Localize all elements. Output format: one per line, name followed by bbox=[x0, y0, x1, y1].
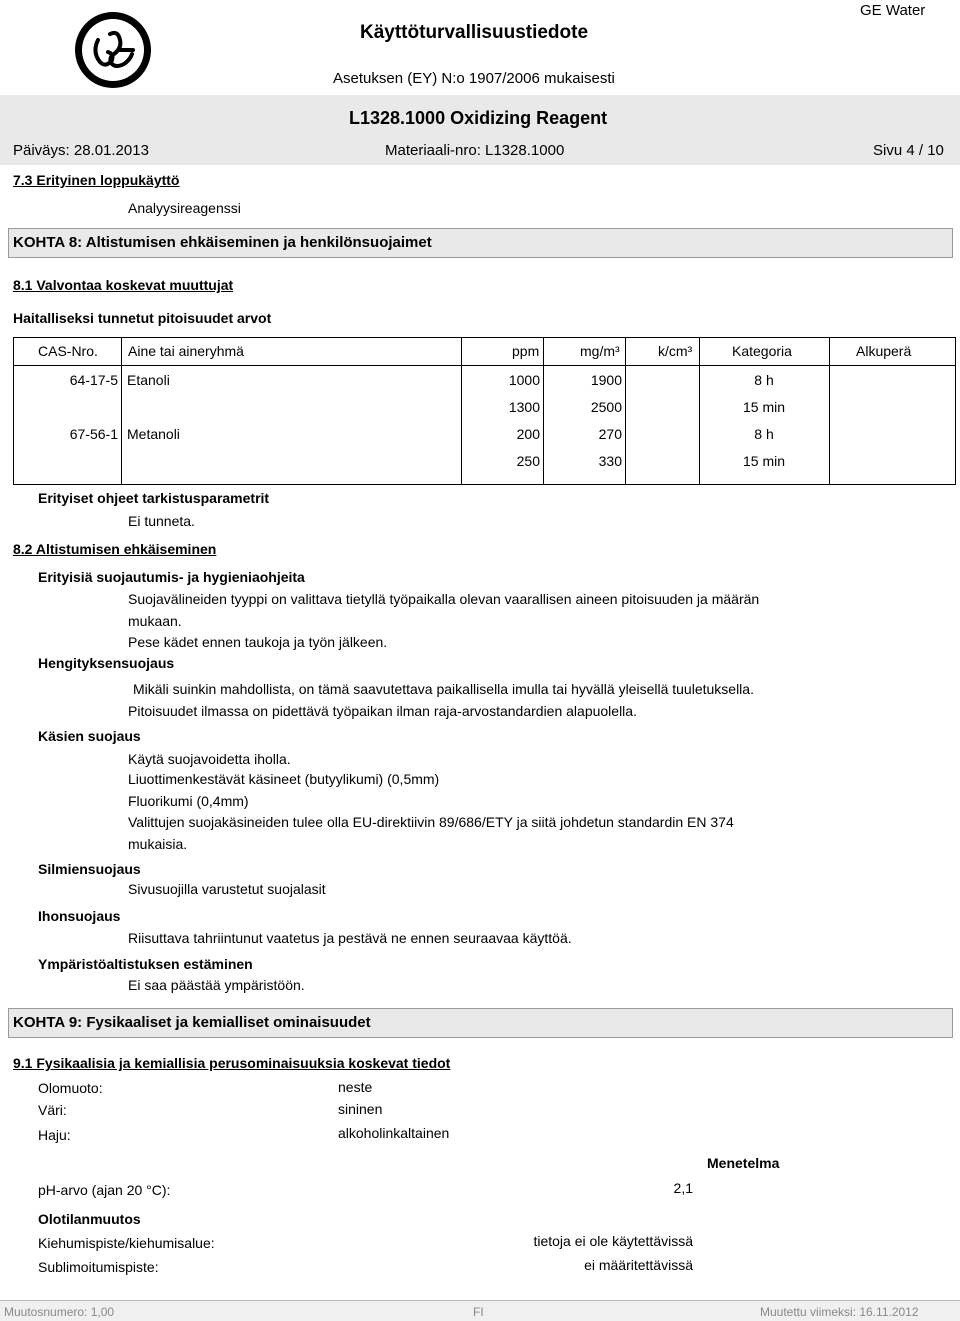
page-number: Sivu 4 / 10 bbox=[873, 142, 944, 159]
hand-line: Valittujen suojakäsineiden tulee olla EU-direktiivin 89/686/ETY ja siitä johdetun standardin EN 374 bbox=[128, 814, 734, 830]
ph-value: 2,1 bbox=[673, 1180, 693, 1196]
document-title: Käyttöturvallisuustiedote bbox=[360, 22, 589, 43]
sublimation-value: ei määritettävissä bbox=[584, 1257, 693, 1273]
revision-number: Muutosnumero: 1,00 bbox=[4, 1305, 115, 1319]
cell-cas: 64-17-5 bbox=[69, 372, 118, 388]
cell-category: 8 h bbox=[754, 426, 774, 442]
section-8-1-heading: 8.1 Valvontaa koskevat muuttujat bbox=[13, 277, 234, 293]
prop-value: neste bbox=[338, 1079, 373, 1095]
prop-value: sininen bbox=[338, 1101, 383, 1117]
section-8-title: KOHTA 8: Altistumisen ehkäiseminen ja henkilönsuojaimet bbox=[13, 234, 432, 251]
cell-mgm3: 1900 bbox=[590, 372, 622, 388]
prop-label: Olomuoto: bbox=[38, 1080, 103, 1096]
section-7-3-text: Analyysireagenssi bbox=[128, 200, 241, 216]
cell-ppm: 1300 bbox=[508, 399, 540, 415]
environment-text: Ei saa päästää ympäristöön. bbox=[128, 977, 305, 993]
language-code: FI bbox=[473, 1305, 484, 1319]
section-7-3-heading: 7.3 Erityinen loppukäyttö bbox=[13, 172, 180, 188]
method-heading: Menetelma bbox=[707, 1155, 780, 1171]
prop-label: Väri: bbox=[38, 1102, 67, 1118]
limits-heading: Haitalliseksi tunnetut pitoisuudet arvot bbox=[13, 310, 272, 326]
respiratory-line: Pitoisuudet ilmassa on pidettävä työpaikan ilman raja-arvostandardien alapuolella. bbox=[128, 703, 637, 719]
col-header-category: Kategoria bbox=[732, 343, 792, 359]
cell-category: 15 min bbox=[742, 453, 786, 469]
col-header-ppm: ppm bbox=[512, 343, 540, 359]
company-name: GE Water bbox=[860, 2, 926, 19]
cell-mgm3: 330 bbox=[598, 453, 622, 469]
respiratory-heading: Hengityksensuojaus bbox=[38, 655, 175, 671]
material-number: Materiaali-nro: L1328.1000 bbox=[385, 142, 565, 159]
col-header-mgm3: mg/m³ bbox=[580, 343, 620, 359]
prop-value: alkoholinkaltainen bbox=[338, 1125, 450, 1141]
date: Päiväys: 28.01.2013 bbox=[13, 142, 149, 159]
col-header-kcm3: k/cm³ bbox=[658, 343, 693, 359]
cell-substance: Metanoli bbox=[127, 426, 180, 442]
regulation-text: Asetuksen (EY) N:o 1907/2006 mukaisesti bbox=[333, 70, 615, 87]
prop-label: Haju: bbox=[38, 1127, 71, 1143]
environment-heading: Ympäristöaltistuksen estäminen bbox=[38, 956, 253, 972]
section-8-2-heading: 8.2 Altistumisen ehkäiseminen bbox=[13, 541, 217, 557]
hygiene-line: Pese kädet ennen taukoja ja työn jälkeen. bbox=[128, 634, 388, 650]
section-9-title: KOHTA 9: Fysikaaliset ja kemialliset ominaisuudet bbox=[13, 1014, 371, 1031]
hygiene-line: mukaan. bbox=[128, 613, 182, 629]
product-name: L1328.1000 Oxidizing Reagent bbox=[349, 108, 608, 128]
hygiene-line: Suojavälineiden tyyppi on valittava tietyllä työpaikalla olevan vaarallisen aineen pitoisuuden ja määrän bbox=[128, 591, 760, 607]
cell-ppm: 200 bbox=[516, 426, 540, 442]
boiling-value: tietoja ei ole käytettävissä bbox=[533, 1233, 693, 1249]
ge-logo bbox=[73, 10, 153, 90]
cell-ppm: 1000 bbox=[508, 372, 540, 388]
cell-substance: Etanoli bbox=[127, 372, 170, 388]
cell-mgm3: 2500 bbox=[590, 399, 622, 415]
ph-label: pH-arvo (ajan 20 °C): bbox=[38, 1182, 171, 1198]
eye-protection-heading: Silmiensuojaus bbox=[38, 861, 141, 877]
col-header-cas: CAS-Nro. bbox=[38, 343, 98, 359]
hand-line: Käytä suojavoidetta iholla. bbox=[128, 751, 291, 767]
eye-protection-text: Sivusuojilla varustetut suojalasit bbox=[128, 881, 326, 897]
hygiene-heading: Erityisiä suojautumis- ja hygieniaohjeita bbox=[38, 569, 305, 585]
cell-ppm: 250 bbox=[516, 453, 540, 469]
col-header-substance: Aine tai aineryhmä bbox=[128, 343, 244, 359]
col-header-origin: Alkuperä bbox=[856, 343, 912, 359]
cell-category: 8 h bbox=[754, 372, 774, 388]
hand-line: Liuottimenkestävät käsineet (butyylikumi) (0,5mm) bbox=[128, 771, 440, 787]
cell-category: 15 min bbox=[742, 399, 786, 415]
cell-mgm3: 270 bbox=[598, 426, 622, 442]
cell-cas: 67-56-1 bbox=[69, 426, 118, 442]
boiling-label: Kiehumispiste/kiehumisalue: bbox=[38, 1235, 215, 1251]
hand-line: mukaisia. bbox=[128, 836, 188, 852]
hand-protection-heading: Käsien suojaus bbox=[38, 728, 141, 744]
hand-line: Fluorikumi (0,4mm) bbox=[128, 793, 249, 809]
last-modified: Muutettu viimeksi: 16.11.2012 bbox=[760, 1305, 919, 1319]
skin-protection-heading: Ihonsuojaus bbox=[38, 908, 121, 924]
respiratory-line: Mikäli suinkin mahdollista, on tämä saavutettava paikallisella imulla tai hyvällä yleisellä tuuletuksella. bbox=[133, 681, 754, 697]
section-9-1-heading: 9.1 Fysikaalisia ja kemiallisia perusominaisuuksia koskevat tiedot bbox=[13, 1055, 451, 1071]
special-params-text: Ei tunneta. bbox=[128, 513, 195, 529]
skin-protection-text: Riisuttava tahriintunut vaatetus ja pestävä ne ennen seuraavaa käyttöä. bbox=[128, 930, 572, 946]
sublimation-label: Sublimoitumispiste: bbox=[38, 1259, 159, 1275]
phase-change-heading: Olotilanmuutos bbox=[38, 1211, 141, 1227]
special-params-heading: Erityiset ohjeet tarkistusparametrit bbox=[38, 490, 270, 506]
